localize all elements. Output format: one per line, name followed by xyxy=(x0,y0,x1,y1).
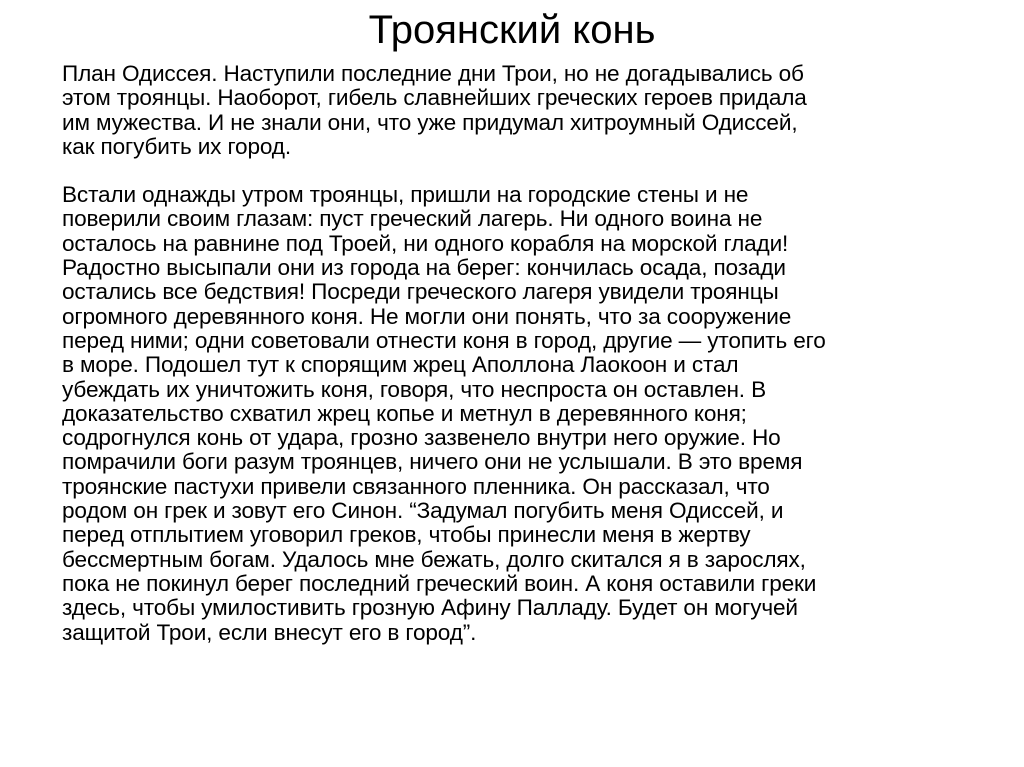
text-line: перед отплытием уговорил греков, чтобы принесли меня в жертву xyxy=(62,522,751,548)
slide-body xyxy=(62,62,1002,645)
text-line: содрогнулся конь от удара, грозно зазвенело внутри него оружие. Но xyxy=(62,425,781,451)
text-line: троянские пастухи привели связанного пленника. Он рассказал, что xyxy=(62,473,770,499)
text-line: Радостно высыпали они из города на берег: кончилась осада, позади xyxy=(62,255,786,281)
text-line: осталось на равнине под Троей, ни одного корабля на морской глади! xyxy=(62,230,789,256)
text-line: пока не покинул берег последний греческий воин. А коня оставили греки xyxy=(62,570,817,596)
text-line: План Одиссея. Наступили последние дни Трои, но не догадывались об xyxy=(62,61,804,86)
text-line: в море. Подошел тут к спорящим жрец Аполлона Лаокоон и стал xyxy=(62,352,739,378)
text-line: огромного деревянного коня. Не могли они понять, что за сооружение xyxy=(62,303,792,329)
text-line: им мужества. И не знали они, что уже придумал хитроумный Одиссей, xyxy=(62,109,798,135)
text-line: доказательство схватил жрец копье и метнул в деревянного коня; xyxy=(62,400,747,426)
text-line: перед ними; одни советовали отнести коня в город, другие — утопить его xyxy=(62,327,826,353)
text-line: этом троянцы. Наоборот, гибель славнейших греческих героев придала xyxy=(62,85,807,111)
text-line: защитой Трои, если внесут его в город”. xyxy=(62,619,477,645)
paragraph-wooden-horse-story xyxy=(62,183,1002,645)
text-line: родом он грек и зовут его Синон. “Задумал погубить меня Одиссей, и xyxy=(62,498,784,524)
text-line: поверили своим глазам: пуст греческий лагерь. Ни одного воина не xyxy=(62,206,763,232)
paragraph-odysseus-plan xyxy=(62,62,1002,159)
text-line: убеждать их уничтожить коня, говоря, что неспроста он оставлен. В xyxy=(62,376,766,402)
text-line: как погубить их город. xyxy=(62,133,291,159)
text-line: здесь, чтобы умилостивить грозную Афину Палладу. Будет он могучей xyxy=(62,595,798,621)
text-line: помрачили боги разум троянцев, ничего они не услышали. В это время xyxy=(62,449,803,475)
text-line: остались все бедствия! Посреди греческого лагеря увидели троянцы xyxy=(62,279,779,305)
text-line: бессмертным богам. Удалось мне бежать, долго скитался я в зарослях, xyxy=(62,546,806,572)
text-line: Встали однажды утром троянцы, пришли на городские стены и не xyxy=(62,182,749,208)
slide-title: Троянский конь xyxy=(368,8,656,52)
